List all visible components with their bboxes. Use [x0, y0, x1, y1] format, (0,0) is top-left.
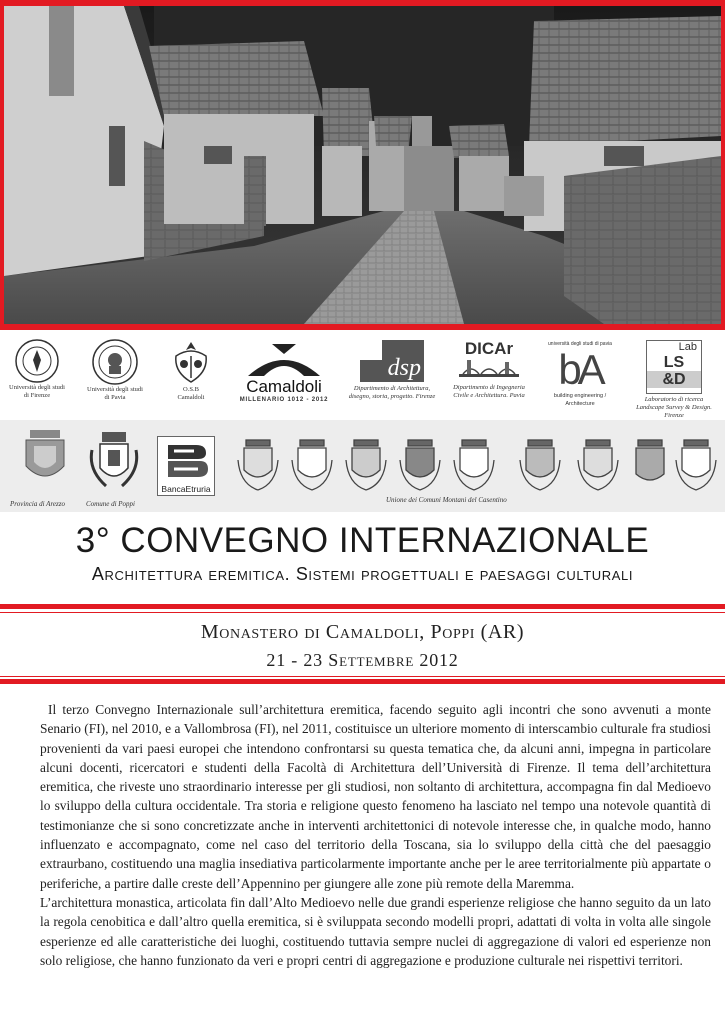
- lab-mark-icon: [646, 340, 702, 394]
- building-engineering-logo: [540, 340, 620, 408]
- intro-text: [40, 700, 711, 970]
- dsp-caption: Dipartimento di Architettura, disegno, storia, progetto. Firenze: [348, 385, 436, 400]
- dicar-mark: DICAr: [464, 339, 514, 358]
- bea-mark: bA: [558, 346, 602, 393]
- unipv-caption: Università degli studi di Pavia: [87, 386, 143, 401]
- divider-top: [0, 604, 725, 609]
- dicar-logo: [446, 340, 532, 400]
- divider-top-thin: [0, 612, 725, 613]
- bank-caption: BancaEtruria: [161, 484, 211, 494]
- lab-mark-b: LS: [663, 354, 685, 371]
- camaldoli-mountains-icon: [244, 342, 324, 378]
- osb-caption: O.S.B Camaldoli: [177, 386, 205, 401]
- lab-mark-a: Lab: [678, 341, 697, 353]
- municipal-crests-icon: [232, 434, 722, 494]
- dsp-mark: dsp: [387, 355, 421, 381]
- dicar-caption: Dipartimento di Ingegneria Civile e Architettura. Pavia: [453, 384, 525, 399]
- conference-title: 3° CONVEGNO INTERNAZIONALE: [75, 521, 650, 560]
- poppi-crest-icon: [88, 430, 140, 492]
- bea-caption: building engineering / Architecture: [553, 393, 607, 407]
- dsp-logo: [342, 340, 442, 401]
- institution-crests-row: [0, 420, 725, 512]
- camaldoli-sub: MILLENARIO 1012 - 2012: [239, 397, 329, 403]
- venue-place: Monastero di Camaldoli, Poppi (AR): [200, 621, 525, 643]
- dsp-mark-icon: [360, 340, 424, 382]
- union-caption: Unione dei Comuni Montani del Casentino: [386, 496, 507, 504]
- venue-dates: 21 - 23 Settembre 2012: [266, 650, 459, 670]
- conference-subtitle: Architettura eremitica. Sistemi progettuali e paesaggi culturali: [91, 564, 634, 584]
- unifi-seal-icon: [14, 338, 60, 384]
- unifi-caption: Università degli studi di Firenze: [9, 384, 65, 399]
- unipv-logo: [80, 338, 150, 402]
- partner-logos-row: [0, 334, 725, 419]
- arezzo-caption: Provincia di Arezzo: [10, 500, 65, 508]
- intro-paragraph-1: Il terzo Convegno Internazionale sull’architettura eremitica, facendo seguito agli incontri che sono avvenuti a monte Senario (FI), nel 2010, e a Vallombrosa (FI), nel 2011, costituisce un ulteriore momento di interscambio culturale fra studiosi provenienti da vari paesi europei che intendono confrontarsi su questa tematica che, da alcuni anni, impegna in particolare alcuni docenti, ricercatori e studenti della Facoltà di Architettura dell’Università di Firenze. Il tema dell’architettura eremitica, che riveste uno straordinario interesse per gli studiosi, non soltanto di architettura, accompagna fin dal Medioevo lo sviluppo della cultura occidentale. Tra storia e religione questo fenomeno ha lasciato nel tempo una notevole quantità di testimonianze che si sono concretizzate anche in interventi architettonici di notevole interesse che, in qualche modo, hanno influenzato e accompagnato, come nel caso del territorio della Toscana, sia lo sviluppo della città che del paesaggio extraurbano, costituendo una maglia insediativa particolarmente importante anche per le aree territorialmente più appartate o periferiche, a partire dalle creste dell’Appennino per giungere alle zone più remote della Maremma.: [40, 702, 711, 891]
- banca-etruria-logo: [157, 436, 215, 496]
- poppi-caption: Comune di Poppi: [86, 500, 135, 508]
- union-crests: [232, 434, 722, 494]
- lab-lsd-logo: [626, 340, 722, 420]
- unipv-seal-icon: [91, 338, 139, 386]
- hero-frame: [0, 0, 725, 330]
- osb-crest-icon: [168, 338, 214, 386]
- bridge-icon: [459, 358, 519, 384]
- bea-top: università degli studi di pavia: [548, 341, 612, 347]
- osb-logo: [160, 338, 222, 402]
- arezzo-crest-icon: [20, 428, 70, 488]
- intro-paragraph-2: L’architettura monastica, articolata fin dall’Alto Medioevo nelle due grandi esperienze religiose che hanno seguito da un lato la regola cenobitica e dall’altro quella eremitica, si è sviluppata secondo modelli propri, adattati di volta in volta alle singole esperienze ed alle caratteristiche dei luoghi, costituendo tuttavia sempre nuclei di aggregazione di valori ed esperienze non solo religiose, che hanno funzionato da veri e propri centri di aggregazione e produzione culturale nei rispettivi territori.: [40, 894, 711, 968]
- unifi-logo: [6, 338, 68, 400]
- lab-mark-c: &D: [647, 371, 701, 388]
- banca-etruria-icon: [158, 437, 214, 479]
- monastery-street-photo: [4, 6, 721, 324]
- divider-bottom: [0, 679, 725, 684]
- camaldoli-logo: [234, 342, 334, 404]
- divider-bottom-thin: [0, 676, 725, 677]
- lab-caption: Laboratorio di ricerca Landscape Survey & Design. Firenze: [636, 396, 712, 419]
- camaldoli-name: Camaldoli: [246, 377, 322, 396]
